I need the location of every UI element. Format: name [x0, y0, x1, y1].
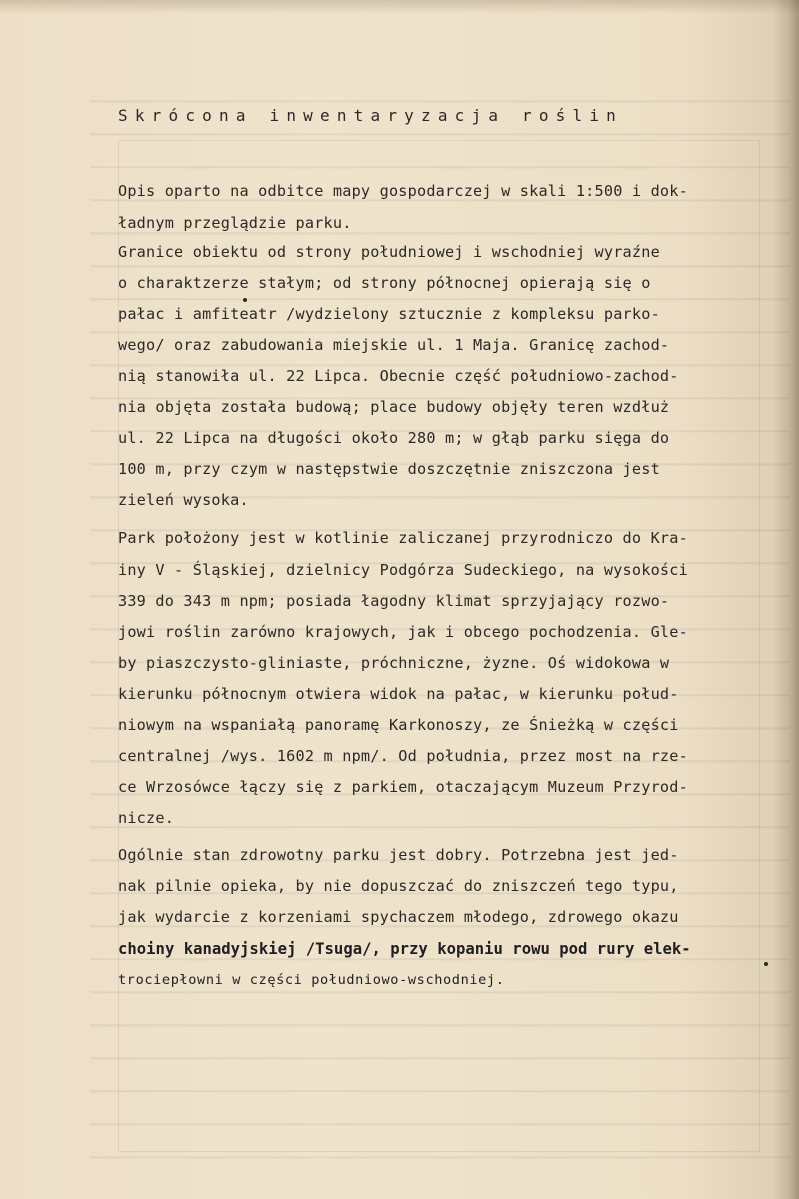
document-title: Skrócona inwentaryzacja roślin: [118, 106, 623, 125]
paragraph-1-line-4: o charaktzerze stałym; od strony północnej opierają się o: [118, 274, 651, 292]
paragraph-2-line-7: niowym na wspaniałą panoramę Karkonoszy, ze Śnieżką w części: [118, 716, 679, 734]
paragraph-3-line-2: nak pilnie opieka, by nie dopuszczać do zniszczeń tego typu,: [118, 877, 679, 895]
ink-speck: [243, 298, 247, 302]
paragraph-1-line-1: Opis oparto na odbitce mapy gospodarczej w skali 1:500 i dok-: [118, 182, 688, 200]
paragraph-2-line-4: jowi roślin zarówno krajowych, jak i obcego pochodzenia. Gle-: [118, 623, 688, 641]
ink-speck: [764, 962, 768, 966]
paragraph-1-line-6: wego/ oraz zabudowania miejskie ul. 1 Maja. Granicę zachod-: [118, 336, 670, 354]
paragraph-2-line-8: centralnej /wys. 1602 m npm/. Od południa, przez most na rze-: [118, 747, 688, 765]
paragraph-1-line-3: Granice obiektu od strony południowej i wschodniej wyraźne: [118, 243, 660, 261]
paragraph-1-line-7: nią stanowiła ul. 22 Lipca. Obecnie część południowo-zachod-: [118, 367, 679, 385]
paragraph-1-line-8: nia objęta została budową; place budowy objęły teren wzdłuż: [118, 398, 670, 416]
paragraph-3-line-4: choiny kanadyjskiej /Tsuga/, przy kopaniu rowu pod rury elek-: [118, 940, 691, 958]
page-right-shadow: [773, 0, 799, 1199]
paragraph-2-line-5: by piaszczysto-gliniaste, próchniczne, żyzne. Oś widokowa w: [118, 654, 670, 672]
paragraph-3-line-1: Ogólnie stan zdrowotny parku jest dobry. Potrzebna jest jed-: [118, 846, 679, 864]
paragraph-1-line-2: ładnym przeglądzie parku.: [118, 214, 352, 232]
paragraph-1-line-9: ul. 22 Lipca na długości około 280 m; w głąb parku sięga do: [118, 429, 670, 447]
paragraph-1-line-11: zieleń wysoka.: [118, 491, 249, 509]
paragraph-2-line-10: nicze.: [118, 809, 175, 827]
paragraph-1-line-10: 100 m, przy czym w następstwie doszczętnie zniszczona jest: [118, 460, 660, 478]
paragraph-2-line-6: kierunku północnym otwiera widok na pałac, w kierunku połud-: [118, 685, 679, 703]
paragraph-2-line-2: iny V - Śląskiej, dzielnicy Podgórza Sudeckiego, na wysokości: [118, 561, 688, 579]
page-top-shadow: [0, 0, 799, 14]
paragraph-3-line-5: trociepłowni w części południowo-wschodniej.: [118, 972, 505, 988]
paragraph-1-line-5: pałac i amfiteatr /wydzielony sztucznie z kompleksu parko-: [118, 305, 660, 323]
paragraph-2-line-9: ce Wrzosówce łączy się z parkiem, otaczającym Muzeum Przyrod-: [118, 778, 688, 796]
paragraph-3-line-3: jak wydarcie z korzeniami spychaczem młodego, zdrowego okazu: [118, 908, 679, 926]
paragraph-2-line-3: 339 do 343 m npm; posiada łagodny klimat sprzyjający rozwo-: [118, 592, 670, 610]
paragraph-2-line-1: Park położony jest w kotlinie zaliczanej przyrodniczo do Kra-: [118, 529, 688, 547]
